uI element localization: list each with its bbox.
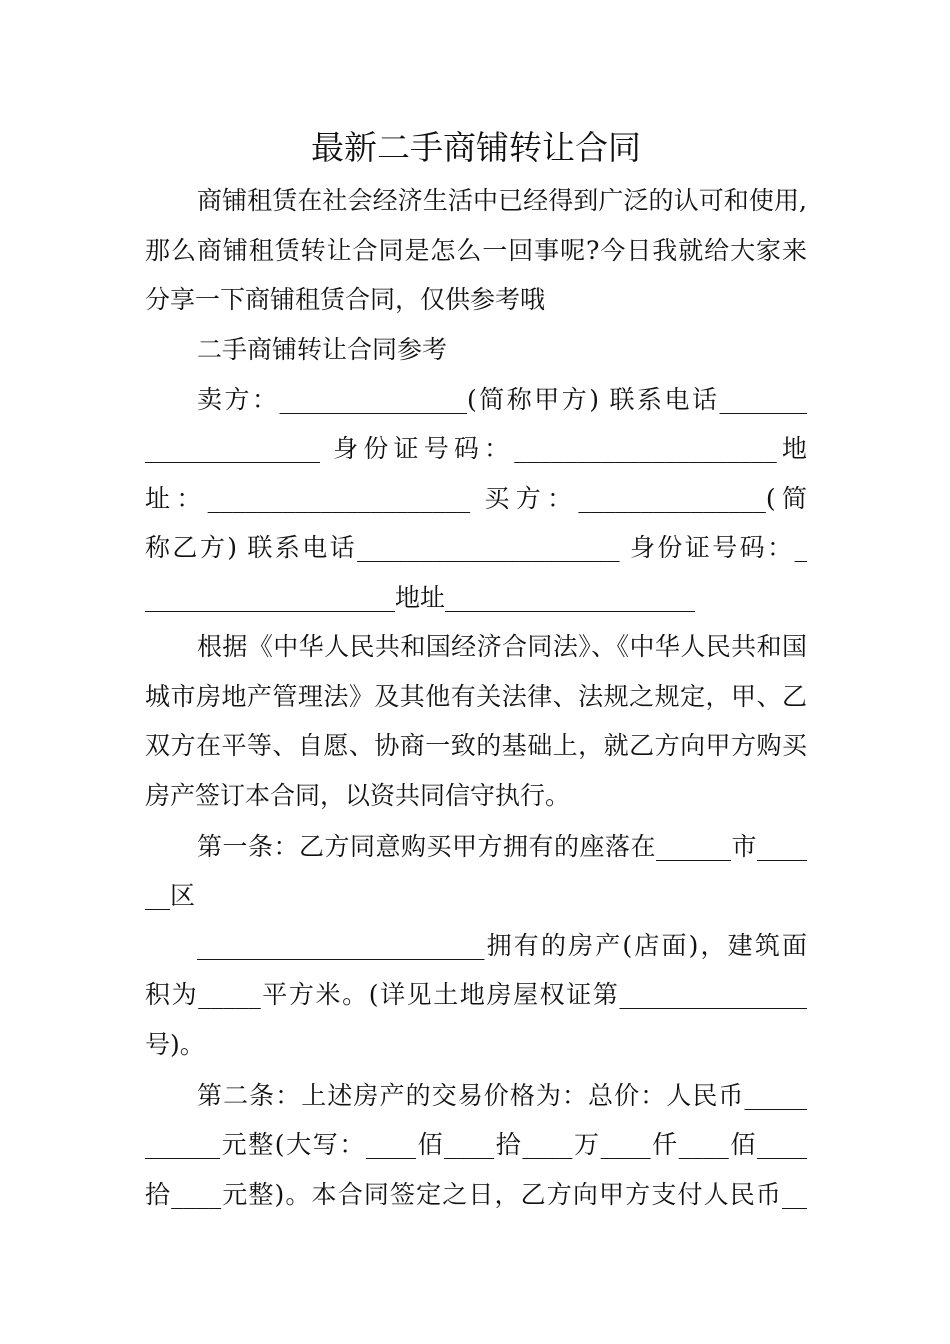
subtitle: 二手商铺转让合同参考	[197, 335, 448, 364]
legal-basis-paragraph: 根据《中华人民共和国经济合同法》、《中华人民共和国城市房地产管理法》及其他有关法律、法规之规定，甲、乙双方在平等、自愿、协商一致的基础上，就乙方向甲方购买房产签订本合同，以资共同信守执行。	[145, 632, 807, 810]
parties-line: 址：_____________________ 买方：_______________(简	[145, 484, 807, 513]
article-2-line: ______元整(大写：____佰____拾____万____仟____佰____	[145, 1130, 807, 1159]
article-1-line: 第一条：乙方同意购买甲方拥有的座落在______市____	[197, 832, 807, 861]
intro-paragraph: 商铺租赁在社会经济生活中已经得到广泛的认可和使用,那么商铺租赁转让合同是怎么一回事呢?今日我就给大家来分享一下商铺租赁合同，仅供参考哦	[145, 186, 807, 314]
document-title: 最新二手商铺转让合同	[311, 128, 641, 167]
parties-line: 卖方：_______________(简称甲方) 联系电话_______	[197, 385, 807, 414]
parties-line: 称乙方) 联系电话_____________________ 身份证号码：_	[145, 533, 807, 562]
parties-line: ____________________地址____________________	[145, 583, 696, 612]
parties-line: ______________ 身份证号码：_____________________地	[145, 434, 807, 463]
article-1-cont-line: 积为_____平方米。(详见土地房屋权证第_______________	[145, 980, 807, 1009]
article-1-cont-line: 号)。	[145, 1030, 205, 1059]
article-2-line: 第二条：上述房产的交易价格为：总价：人民币_____	[197, 1081, 807, 1110]
article-1-line: __区	[145, 881, 196, 910]
article-2-line: 拾____元整)。本合同签定之日，乙方向甲方支付人民币__	[145, 1180, 807, 1209]
article-1-cont-line: _______________________拥有的房产(店面)，建筑面	[197, 931, 807, 960]
